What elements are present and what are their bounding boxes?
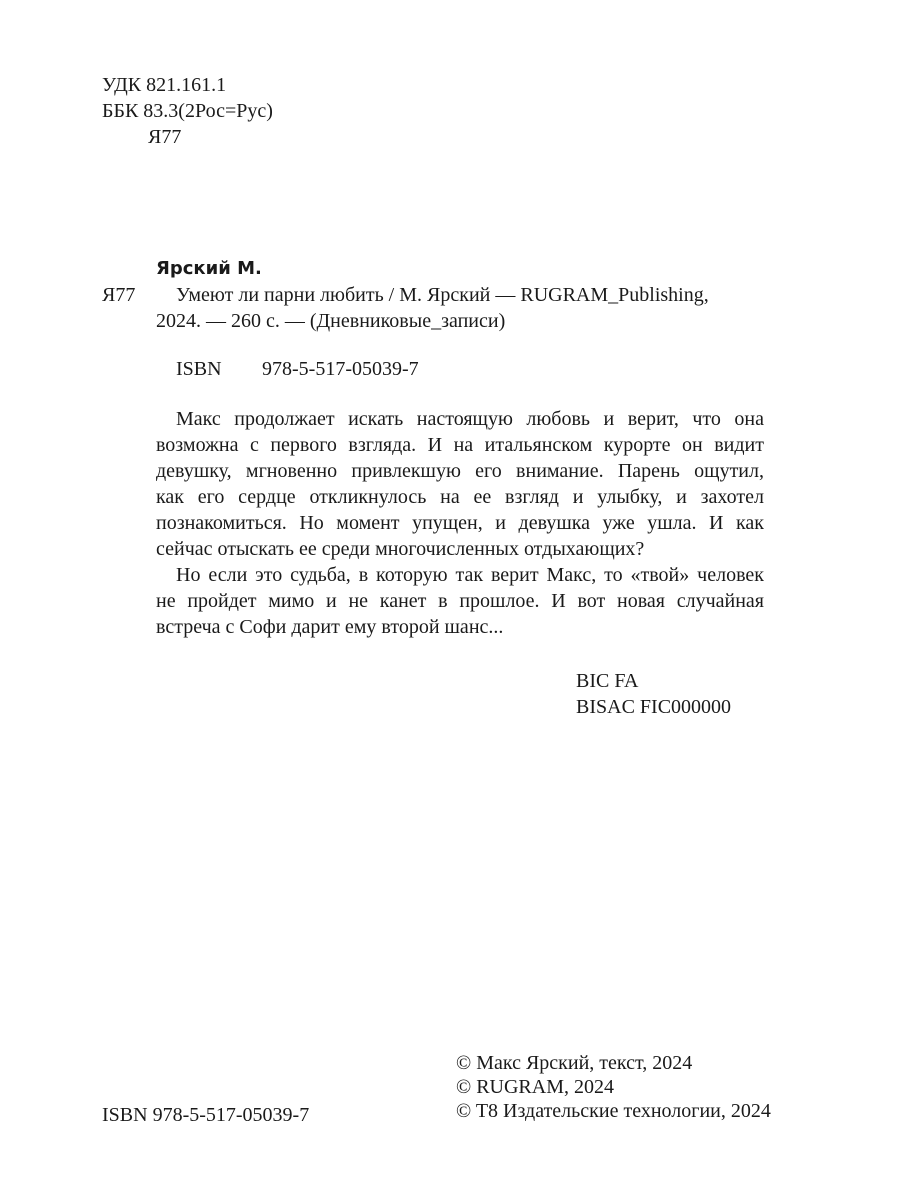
author-sign-top: Я77 — [148, 126, 182, 148]
isbn-value: 978-5-517-05039-7 — [262, 358, 419, 380]
bic-code: BIC FA — [576, 670, 639, 692]
annotation-paragraph-1 — [156, 406, 764, 562]
bisac-code: BISAC FIC000000 — [576, 696, 732, 718]
annotation-line: встреча с Софи дарит ему второй шанс... — [156, 616, 504, 638]
copyright-author: © Макс Ярский, текст, 2024 — [456, 1052, 693, 1074]
annotation-line: возможна с первого взгляда. И на итальянском курорте он видит — [156, 434, 764, 456]
annotation-line: Но если это судьба, в которую так верит Макс, то «твой» человек — [176, 564, 764, 586]
annotation-line: сейчас отыскать ее среди многочисленных отдыхающих? — [156, 538, 645, 560]
annotation-line: девушку, мгновенно привлекшую его внимание. Парень ощутил, — [156, 460, 764, 482]
copyright-layout: © T8 Издательские технологии, 2024 — [456, 1100, 771, 1122]
author-heading: Ярский М. — [156, 258, 262, 279]
udk-code: УДК 821.161.1 — [102, 74, 227, 96]
annotation-line: познакомиться. Но момент упущен, и девушка уже ушла. И как — [156, 512, 764, 534]
bbk-code: ББК 83.3(2Рос=Рус) — [102, 100, 273, 122]
annotation-line: не пройдет мимо и не канет в прошлое. И вот новая случайная — [156, 590, 764, 612]
annotation-line: Макс продолжает искать настоящую любовь и верит, что она — [176, 408, 764, 430]
annotation — [156, 406, 764, 640]
annotation-paragraph-2 — [156, 562, 764, 640]
annotation-line: как его сердце откликнулось на ее взгляд и улыбку, и захотел — [156, 486, 764, 508]
copyright-publisher: © RUGRAM, 2024 — [456, 1076, 614, 1098]
title-line-2: 2024. — 260 с. — (Дневниковые_записи) — [156, 310, 506, 332]
isbn-label: ISBN — [176, 358, 222, 380]
title-line-1: Умеют ли парни любить / М. Ярский — RUGRAM_Publishing, — [176, 284, 709, 306]
author-sign: Я77 — [102, 284, 136, 306]
footer-isbn: ISBN 978-5-517-05039-7 — [102, 1104, 310, 1126]
